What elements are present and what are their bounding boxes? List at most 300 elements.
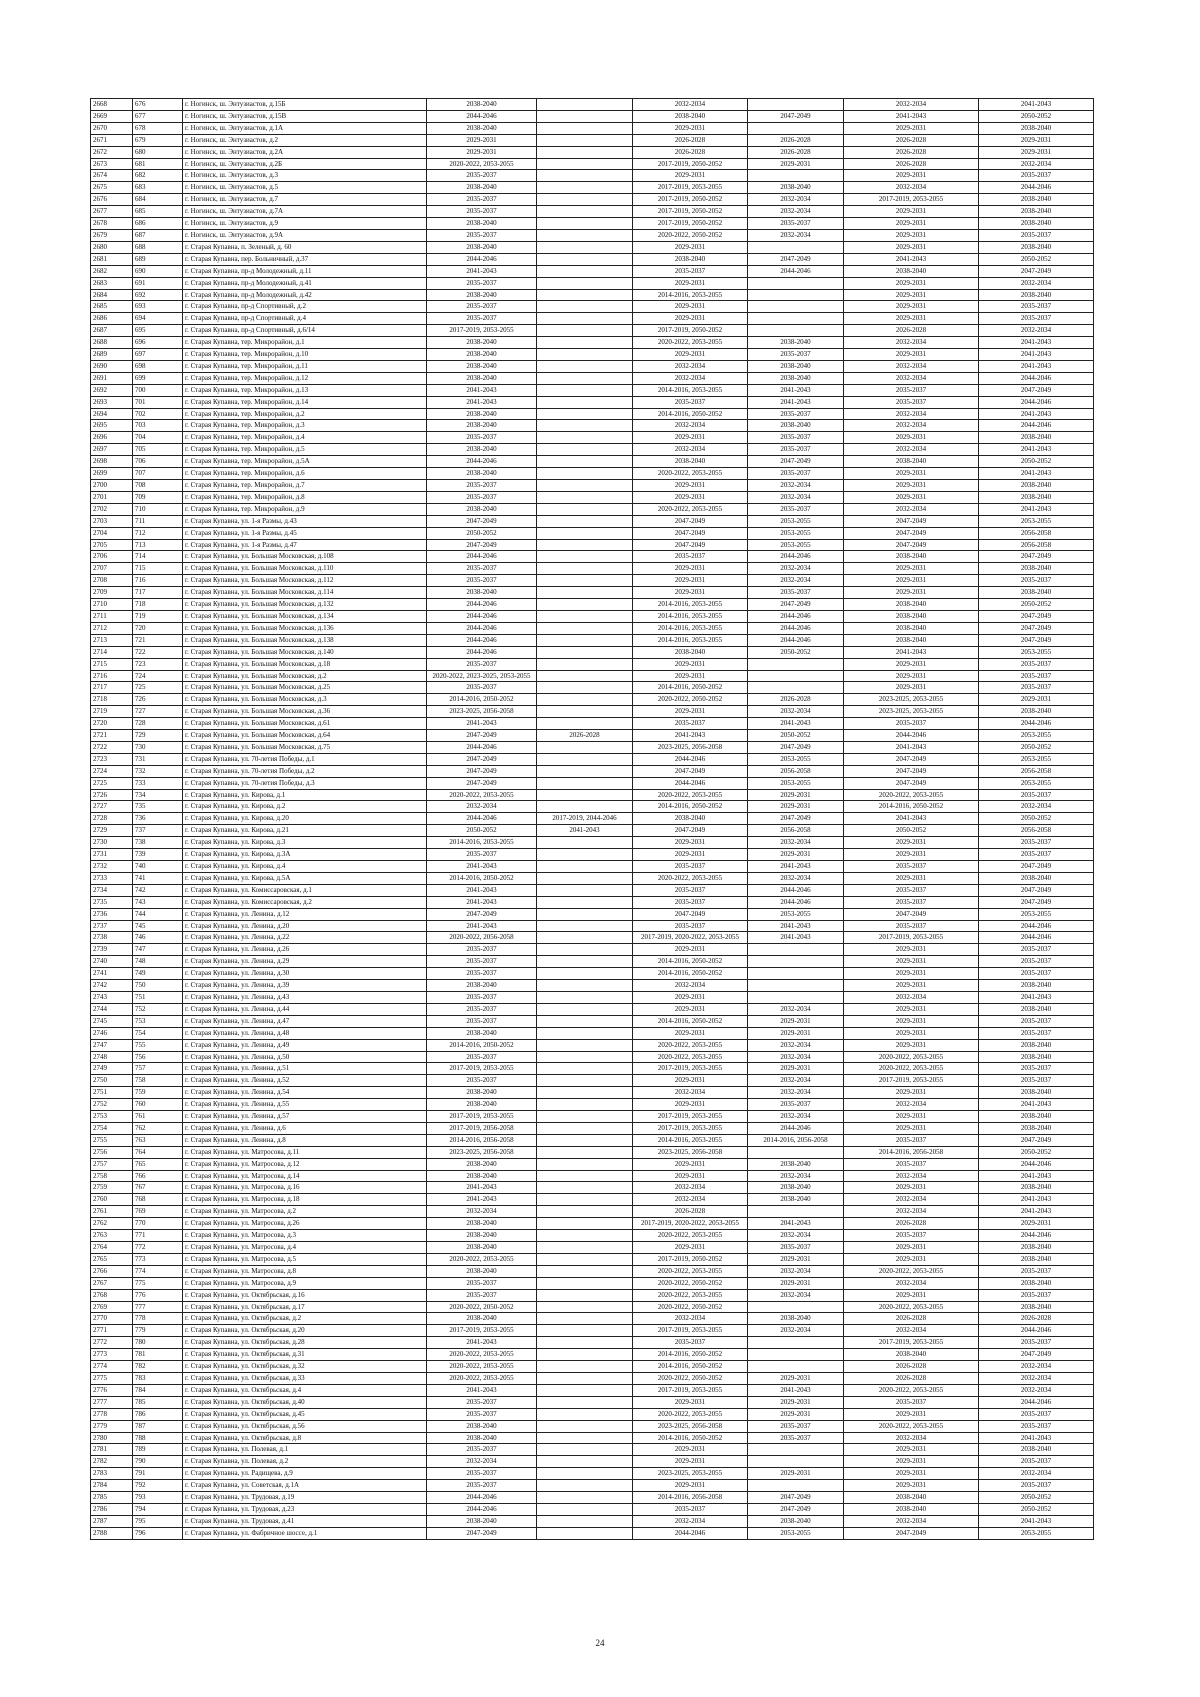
year-cell: 2032-2034 — [748, 229, 844, 241]
year-cell: 2014-2016, 2050-2052 — [633, 408, 748, 420]
row-number: 2748 — [91, 1051, 133, 1063]
address: г. Старая Купавна, ул. Ленина, д.52 — [183, 1075, 427, 1087]
year-cell — [537, 1408, 633, 1420]
address: г. Старая Купавна, ул. Ленина, д.54 — [183, 1087, 427, 1099]
year-cell: 2038-2040 — [979, 122, 1094, 134]
year-cell: 2020-2022, 2053-2055 — [427, 1372, 537, 1384]
year-cell: 2017-2019, 2053-2055 — [633, 1325, 748, 1337]
table-row — [91, 432, 1094, 444]
year-cell: 2047-2049 — [979, 622, 1094, 634]
year-cell: 2038-2040 — [979, 1277, 1094, 1289]
row-number: 2704 — [91, 527, 133, 539]
address: г. Ногинск, ш. Энтузиастов, д.2Б — [183, 158, 427, 170]
row-number: 2713 — [91, 634, 133, 646]
year-cell: 2032-2034 — [427, 1456, 537, 1468]
house-number: 782 — [133, 1361, 183, 1373]
row-number: 2744 — [91, 1003, 133, 1015]
year-cell: 2020-2022, 2053-2055 — [633, 1230, 748, 1242]
table-row — [91, 587, 1094, 599]
year-cell: 2029-2031 — [844, 349, 979, 361]
year-cell: 2014-2016, 2050-2052 — [633, 1361, 748, 1373]
year-cell: 2029-2031 — [427, 134, 537, 146]
year-cell: 2044-2046 — [427, 813, 537, 825]
year-cell: 2038-2040 — [979, 1087, 1094, 1099]
house-number: 748 — [133, 956, 183, 968]
year-cell: 2044-2046 — [979, 1325, 1094, 1337]
year-cell — [537, 432, 633, 444]
year-cell — [537, 837, 633, 849]
year-cell: 2035-2037 — [427, 849, 537, 861]
house-number: 677 — [133, 110, 183, 122]
row-number: 2690 — [91, 360, 133, 372]
year-cell: 2017-2019, 2053-2055 — [633, 1063, 748, 1075]
year-cell: 2035-2037 — [979, 944, 1094, 956]
year-cell: 2029-2031 — [633, 849, 748, 861]
year-cell: 2038-2040 — [427, 349, 537, 361]
table-row — [91, 277, 1094, 289]
year-cell: 2044-2046 — [979, 396, 1094, 408]
address: г. Ногинск, ш. Энтузиастов, д.1А — [183, 122, 427, 134]
table-row — [91, 658, 1094, 670]
address: г. Старая Купавна, пр-д Спортивный, д.6/14 — [183, 325, 427, 337]
year-cell — [748, 1146, 844, 1158]
year-cell: 2035-2037 — [427, 206, 537, 218]
year-cell — [537, 1027, 633, 1039]
year-cell — [537, 658, 633, 670]
year-cell: 2038-2040 — [748, 372, 844, 384]
year-cell: 2044-2046 — [427, 610, 537, 622]
year-cell: 2041-2043 — [748, 920, 844, 932]
row-number: 2753 — [91, 1111, 133, 1123]
address: г. Старая Купавна, ул. Большая Московская, д.110 — [183, 563, 427, 575]
year-cell: 2032-2034 — [748, 1003, 844, 1015]
table-row — [91, 1099, 1094, 1111]
year-cell: 2035-2037 — [427, 658, 537, 670]
house-number: 698 — [133, 360, 183, 372]
year-cell: 2035-2037 — [979, 301, 1094, 313]
year-cell: 2032-2034 — [748, 872, 844, 884]
address: г. Старая Купавна, тер. Микрорайон, д.5 — [183, 444, 427, 456]
row-number: 2788 — [91, 1527, 133, 1539]
year-cell: 2029-2031 — [633, 587, 748, 599]
row-number: 2726 — [91, 789, 133, 801]
year-cell: 2032-2034 — [633, 1194, 748, 1206]
year-cell: 2029-2031 — [844, 289, 979, 301]
year-cell: 2020-2022, 2056-2058 — [427, 932, 537, 944]
row-number: 2723 — [91, 753, 133, 765]
year-cell: 2017-2019, 2053-2055 — [427, 1325, 537, 1337]
year-cell: 2029-2031 — [633, 991, 748, 1003]
year-cell — [748, 99, 844, 111]
year-cell: 2029-2031 — [844, 587, 979, 599]
year-cell: 2047-2049 — [748, 1492, 844, 1504]
year-cell: 2038-2040 — [979, 1182, 1094, 1194]
year-cell: 2032-2034 — [844, 420, 979, 432]
year-cell — [748, 325, 844, 337]
house-number: 726 — [133, 694, 183, 706]
year-cell: 2035-2037 — [427, 313, 537, 325]
table-row — [91, 837, 1094, 849]
table-row — [91, 730, 1094, 742]
year-cell: 2041-2043 — [427, 896, 537, 908]
year-cell — [748, 658, 844, 670]
table-row — [91, 777, 1094, 789]
address: г. Старая Купавна, ул. Октябрьская, д.31 — [183, 1349, 427, 1361]
row-number: 2730 — [91, 837, 133, 849]
table-body — [91, 99, 1094, 1540]
year-cell — [537, 587, 633, 599]
year-cell: 2038-2040 — [748, 420, 844, 432]
house-number: 784 — [133, 1384, 183, 1396]
address: г. Старая Купавна, ул. 1-я Размы, д.47 — [183, 539, 427, 551]
year-cell: 2044-2046 — [979, 420, 1094, 432]
house-number: 708 — [133, 480, 183, 492]
year-cell: 2038-2040 — [844, 1492, 979, 1504]
address: г. Старая Купавна, ул. Большая Московская, д.114 — [183, 587, 427, 599]
year-cell: 2029-2031 — [748, 1396, 844, 1408]
year-cell: 2047-2049 — [748, 1503, 844, 1515]
house-number: 684 — [133, 194, 183, 206]
year-cell — [748, 944, 844, 956]
year-cell: 2047-2049 — [427, 908, 537, 920]
year-cell: 2035-2037 — [427, 682, 537, 694]
year-cell — [537, 1277, 633, 1289]
year-cell — [537, 1003, 633, 1015]
year-cell: 2047-2049 — [844, 765, 979, 777]
year-cell — [537, 349, 633, 361]
table-row — [91, 1182, 1094, 1194]
year-cell — [537, 777, 633, 789]
year-cell: 2017-2019, 2050-2052 — [633, 325, 748, 337]
year-cell: 2038-2040 — [748, 1313, 844, 1325]
row-number: 2746 — [91, 1027, 133, 1039]
year-cell: 2047-2049 — [748, 110, 844, 122]
year-cell: 2026-2028 — [844, 1361, 979, 1373]
year-cell: 2029-2031 — [844, 1289, 979, 1301]
year-cell: 2017-2019, 2050-2052 — [633, 158, 748, 170]
address: г. Старая Купавна, ул. Трудовая, д.23 — [183, 1503, 427, 1515]
year-cell: 2035-2037 — [427, 1277, 537, 1289]
year-cell: 2029-2031 — [633, 1158, 748, 1170]
year-cell — [537, 503, 633, 515]
address: г. Старая Купавна, ул. Большая Московская, д.3 — [183, 694, 427, 706]
year-cell: 2035-2037 — [427, 229, 537, 241]
address: г. Старая Купавна, ул. Радищева, д.9 — [183, 1468, 427, 1480]
row-number: 2675 — [91, 182, 133, 194]
year-cell: 2029-2031 — [633, 480, 748, 492]
year-cell: 2044-2046 — [979, 182, 1094, 194]
house-number: 758 — [133, 1075, 183, 1087]
year-cell: 2023-2025, 2053-2055 — [844, 706, 979, 718]
address: г. Старая Купавна, ул. Фабричное шоссе, д.1 — [183, 1527, 427, 1539]
year-cell: 2032-2034 — [844, 1206, 979, 1218]
row-number: 2782 — [91, 1456, 133, 1468]
table-row — [91, 539, 1094, 551]
year-cell — [537, 980, 633, 992]
table-row — [91, 301, 1094, 313]
year-cell: 2047-2049 — [979, 861, 1094, 873]
year-cell: 2038-2040 — [633, 646, 748, 658]
year-cell: 2032-2034 — [633, 360, 748, 372]
year-cell — [537, 420, 633, 432]
address: г. Старая Купавна, ул. Кирова, д.20 — [183, 813, 427, 825]
year-cell — [748, 682, 844, 694]
year-cell: 2029-2031 — [844, 432, 979, 444]
address: г. Старая Купавна, ул. Ленина, д.55 — [183, 1099, 427, 1111]
row-number: 2737 — [91, 920, 133, 932]
year-cell — [537, 241, 633, 253]
year-cell: 2029-2031 — [633, 1170, 748, 1182]
year-cell: 2038-2040 — [633, 813, 748, 825]
year-cell — [537, 1206, 633, 1218]
address: г. Старая Купавна, ул. Кирова, д.3 — [183, 837, 427, 849]
year-cell: 2029-2031 — [633, 122, 748, 134]
row-number: 2781 — [91, 1444, 133, 1456]
year-cell: 2017-2019, 2053-2055 — [633, 1384, 748, 1396]
year-cell: 2032-2034 — [427, 801, 537, 813]
year-cell: 2044-2046 — [979, 1396, 1094, 1408]
year-cell: 2038-2040 — [979, 1242, 1094, 1254]
year-cell: 2014-2016, 2053-2055 — [633, 1134, 748, 1146]
year-cell: 2047-2049 — [633, 515, 748, 527]
year-cell — [537, 741, 633, 753]
year-cell: 2041-2043 — [979, 1206, 1094, 1218]
year-cell: 2044-2046 — [979, 718, 1094, 730]
house-number: 791 — [133, 1468, 183, 1480]
year-cell: 2014-2016, 2053-2055 — [427, 837, 537, 849]
year-cell: 2038-2040 — [427, 337, 537, 349]
year-cell: 2026-2028 — [537, 730, 633, 742]
row-number: 2698 — [91, 456, 133, 468]
year-cell: 2038-2040 — [844, 610, 979, 622]
year-cell: 2050-2052 — [427, 825, 537, 837]
table-row — [91, 706, 1094, 718]
house-number: 736 — [133, 813, 183, 825]
house-number: 680 — [133, 146, 183, 158]
year-cell: 2035-2037 — [427, 301, 537, 313]
year-cell: 2020-2022, 2053-2055 — [633, 468, 748, 480]
year-cell: 2047-2049 — [979, 265, 1094, 277]
year-cell: 2035-2037 — [844, 1158, 979, 1170]
year-cell: 2029-2031 — [748, 1372, 844, 1384]
house-number: 711 — [133, 515, 183, 527]
address: г. Старая Купавна, ул. Октябрьская, д.33 — [183, 1372, 427, 1384]
year-cell — [537, 396, 633, 408]
year-cell: 2044-2046 — [427, 622, 537, 634]
year-cell: 2044-2046 — [427, 741, 537, 753]
year-cell: 2032-2034 — [748, 1325, 844, 1337]
year-cell: 2041-2043 — [979, 360, 1094, 372]
table-row — [91, 991, 1094, 1003]
year-cell: 2038-2040 — [979, 980, 1094, 992]
year-cell: 2032-2034 — [979, 1468, 1094, 1480]
year-cell: 2029-2031 — [844, 206, 979, 218]
row-number: 2768 — [91, 1289, 133, 1301]
year-cell — [537, 1361, 633, 1373]
year-cell: 2038-2040 — [979, 1051, 1094, 1063]
house-number: 715 — [133, 563, 183, 575]
year-cell: 2050-2052 — [748, 646, 844, 658]
year-cell — [748, 980, 844, 992]
row-number: 2756 — [91, 1146, 133, 1158]
year-cell: 2020-2022, 2053-2055 — [844, 1420, 979, 1432]
address: г. Старая Купавна, ул. Матросова, д.5 — [183, 1253, 427, 1265]
table-row — [91, 349, 1094, 361]
year-cell — [537, 206, 633, 218]
year-cell — [537, 575, 633, 587]
house-number: 767 — [133, 1182, 183, 1194]
year-cell: 2035-2037 — [844, 718, 979, 730]
row-number: 2785 — [91, 1492, 133, 1504]
year-cell: 2029-2031 — [844, 980, 979, 992]
house-number: 709 — [133, 491, 183, 503]
year-cell: 2041-2043 — [748, 932, 844, 944]
house-number: 720 — [133, 622, 183, 634]
row-number: 2676 — [91, 194, 133, 206]
table-row — [91, 932, 1094, 944]
table-row — [91, 563, 1094, 575]
year-cell — [537, 360, 633, 372]
year-cell: 2035-2037 — [748, 408, 844, 420]
year-cell: 2023-2025, 2056-2058 — [427, 1146, 537, 1158]
year-cell: 2029-2031 — [844, 480, 979, 492]
year-cell: 2032-2034 — [748, 563, 844, 575]
table-row — [91, 1230, 1094, 1242]
house-number: 707 — [133, 468, 183, 480]
address: г. Старая Купавна, тер. Микрорайон, д.4 — [183, 432, 427, 444]
year-cell: 2035-2037 — [979, 1408, 1094, 1420]
row-number: 2699 — [91, 468, 133, 480]
year-cell: 2053-2055 — [979, 515, 1094, 527]
address: г. Старая Купавна, ул. Матросова, д.26 — [183, 1218, 427, 1230]
year-cell: 2038-2040 — [844, 599, 979, 611]
table-row — [91, 515, 1094, 527]
year-cell — [537, 1265, 633, 1277]
year-cell: 2017-2019, 2053-2055 — [633, 182, 748, 194]
year-cell: 2038-2040 — [427, 1420, 537, 1432]
address: г. Старая Купавна, пр-д Спортивный, д.2 — [183, 301, 427, 313]
year-cell: 2029-2031 — [633, 432, 748, 444]
year-cell: 2029-2031 — [844, 849, 979, 861]
table-row — [91, 194, 1094, 206]
year-cell — [748, 1301, 844, 1313]
year-cell: 2032-2034 — [844, 444, 979, 456]
year-cell: 2038-2040 — [979, 563, 1094, 575]
year-cell: 2035-2037 — [427, 1396, 537, 1408]
row-number: 2784 — [91, 1480, 133, 1492]
house-number: 692 — [133, 289, 183, 301]
year-cell: 2038-2040 — [427, 372, 537, 384]
year-cell — [537, 646, 633, 658]
year-cell: 2029-2031 — [633, 706, 748, 718]
year-cell: 2035-2037 — [748, 503, 844, 515]
year-cell: 2047-2049 — [748, 741, 844, 753]
row-number: 2724 — [91, 765, 133, 777]
year-cell: 2047-2049 — [633, 825, 748, 837]
year-cell — [537, 253, 633, 265]
year-cell: 2041-2043 — [979, 408, 1094, 420]
year-cell: 2032-2034 — [633, 1313, 748, 1325]
year-cell: 2032-2034 — [844, 1515, 979, 1527]
year-cell: 2041-2043 — [748, 384, 844, 396]
table-row — [91, 849, 1094, 861]
year-cell: 2044-2046 — [427, 646, 537, 658]
address: г. Старая Купавна, ул. 1-я Размы, д.45 — [183, 527, 427, 539]
table-row — [91, 646, 1094, 658]
address: г. Старая Купавна, ул. Октябрьская, д.16 — [183, 1289, 427, 1301]
table-row — [91, 861, 1094, 873]
year-cell — [537, 599, 633, 611]
year-cell: 2035-2037 — [844, 1230, 979, 1242]
year-cell: 2035-2037 — [979, 1265, 1094, 1277]
year-cell: 2047-2049 — [979, 1349, 1094, 1361]
address: г. Ногинск, ш. Энтузиастов, д.7 — [183, 194, 427, 206]
year-cell: 2038-2040 — [427, 1230, 537, 1242]
year-cell: 2044-2046 — [427, 1503, 537, 1515]
year-cell: 2035-2037 — [979, 682, 1094, 694]
row-number: 2695 — [91, 420, 133, 432]
year-cell: 2029-2031 — [844, 944, 979, 956]
year-cell — [537, 908, 633, 920]
year-cell: 2035-2037 — [979, 956, 1094, 968]
year-cell: 2032-2034 — [748, 491, 844, 503]
year-cell — [537, 325, 633, 337]
year-cell: 2014-2016, 2050-2052 — [633, 968, 748, 980]
year-cell: 2014-2016, 2056-2058 — [633, 1492, 748, 1504]
table-row — [91, 1492, 1094, 1504]
year-cell — [537, 968, 633, 980]
table-row — [91, 1039, 1094, 1051]
year-cell: 2014-2016, 2050-2052 — [633, 956, 748, 968]
row-number: 2701 — [91, 491, 133, 503]
row-number: 2777 — [91, 1396, 133, 1408]
year-cell: 2032-2034 — [844, 1325, 979, 1337]
row-number: 2680 — [91, 241, 133, 253]
year-cell — [537, 1134, 633, 1146]
row-number: 2735 — [91, 896, 133, 908]
year-cell: 2038-2040 — [427, 122, 537, 134]
document-page — [90, 98, 1093, 1540]
year-cell: 2032-2034 — [748, 1087, 844, 1099]
table-row — [91, 110, 1094, 122]
year-cell: 2020-2022, 2050-2052 — [633, 694, 748, 706]
row-number: 2691 — [91, 372, 133, 384]
year-cell: 2029-2031 — [979, 146, 1094, 158]
year-cell — [537, 1349, 633, 1361]
year-cell: 2029-2031 — [844, 1480, 979, 1492]
year-cell — [537, 563, 633, 575]
year-cell: 2035-2037 — [633, 396, 748, 408]
year-cell: 2044-2046 — [633, 1527, 748, 1539]
year-cell: 2035-2037 — [979, 1480, 1094, 1492]
year-cell: 2041-2043 — [979, 99, 1094, 111]
year-cell — [537, 1492, 633, 1504]
year-cell: 2029-2031 — [633, 1480, 748, 1492]
address: г. Старая Купавна, п. Зеленый, д. 60 — [183, 241, 427, 253]
year-cell — [537, 1218, 633, 1230]
address: г. Старая Купавна, тер. Микрорайон, д.12 — [183, 372, 427, 384]
address: г. Старая Купавна, ул. Ленина, д.6 — [183, 1122, 427, 1134]
address: г. Старая Купавна, ул. Матросова, д.8 — [183, 1265, 427, 1277]
year-cell: 2038-2040 — [979, 706, 1094, 718]
year-cell: 2035-2037 — [427, 575, 537, 587]
year-cell: 2035-2037 — [748, 1432, 844, 1444]
year-cell: 2044-2046 — [427, 110, 537, 122]
address: г. Старая Купавна, тер. Микрорайон, д.10 — [183, 349, 427, 361]
year-cell: 2035-2037 — [844, 384, 979, 396]
year-cell: 2029-2031 — [748, 158, 844, 170]
year-cell: 2044-2046 — [748, 896, 844, 908]
